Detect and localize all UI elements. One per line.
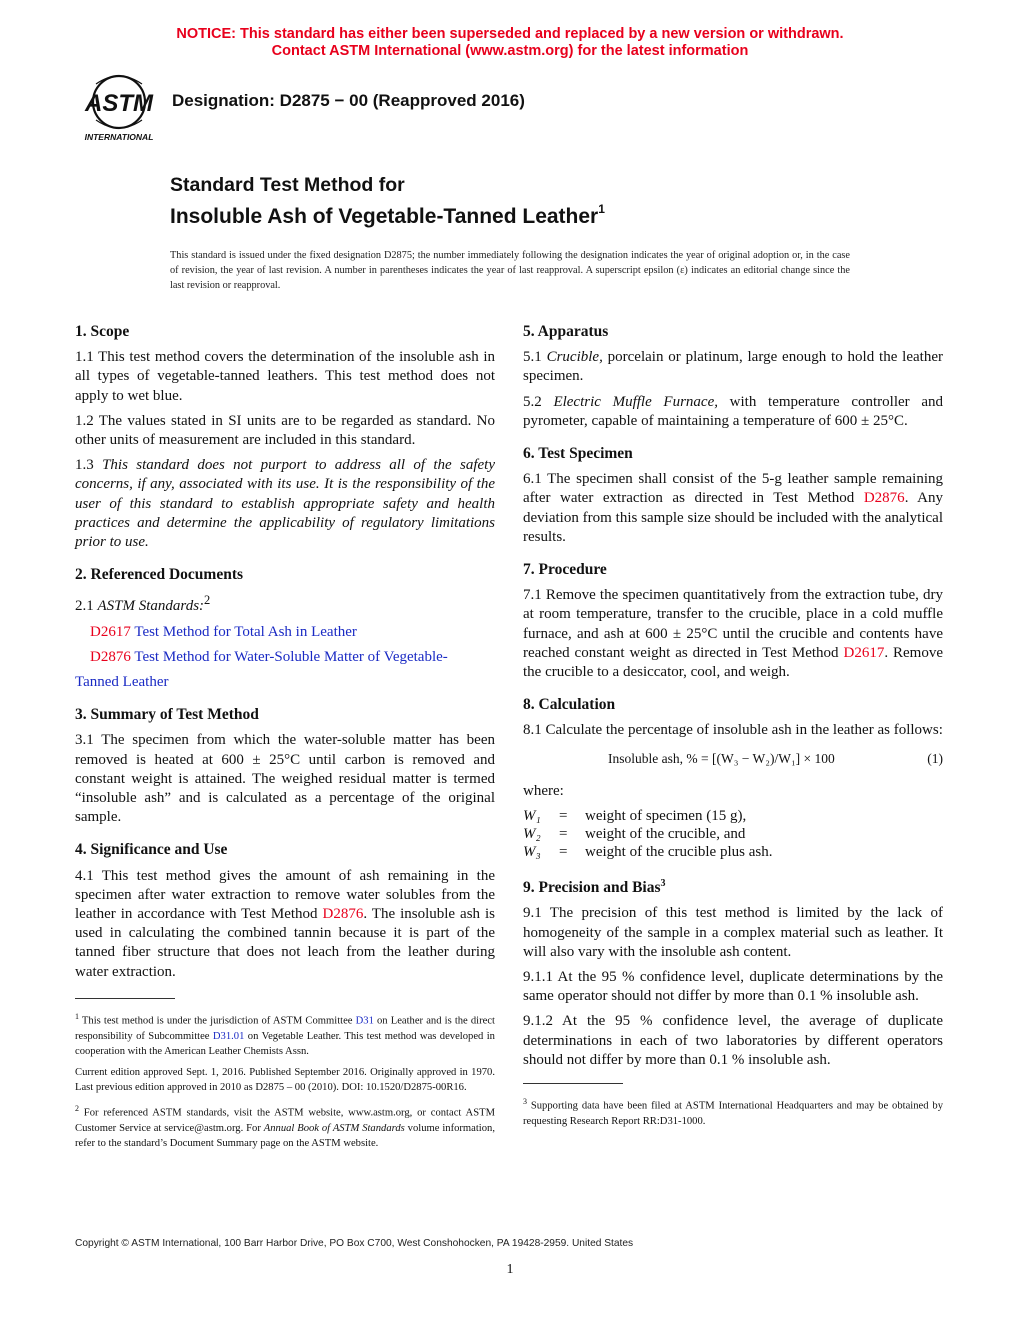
variable-row [523, 843, 943, 861]
copyright-line: Copyright © ASTM International, 100 Barr Harbor Drive, PO Box C700, West Conshohocken, PA 19428-2959. United States [75, 1238, 634, 1249]
designation: Designation: D2875 − 00 (Reapproved 2016) [172, 91, 525, 110]
footnote-text: on Vegetable Leather. This test method was developed in cooperation with the American Leather Chemists Assn. [75, 1030, 495, 1057]
section-test-specimen [523, 444, 943, 547]
variable-desc: weight of specimen (15 g), [585, 808, 747, 825]
title-footnote-mark: 1 [598, 202, 605, 216]
reference-link-d2876[interactable]: D2876 [863, 490, 905, 507]
right-column [523, 322, 943, 1135]
astm-logo [74, 72, 164, 144]
paragraph-text: . The insoluble ash is used in calculating the combined tannin because it is part of the tanned fiber structure that does not leach from the leather during water extraction. [75, 906, 495, 980]
paragraph-text: 7.1 Remove the specimen quantitatively from the extraction tube, dry at room temperature, transfer to the crucible, place in a cold muffle furnace, and ash at 600 ± 25°C until the crucible and contents have reached constant weight as directed in Test Method [523, 587, 943, 661]
reference-link-d2876[interactable]: D2876 [322, 906, 364, 923]
issuance-statement: This standard is issued under the fixed designation D2875; the number immediately following the designation indicates the year of original adoption or, in the case of revision, the year of last revision. A number in parentheses indicates the year of last reapproval. A superscript epsilon (ε) indicates an editorial change since the last revision or reapproval. [170, 250, 850, 291]
title-line-2 [170, 197, 605, 231]
footnote-mark: 2 [204, 593, 211, 608]
variable-eq: = [559, 808, 568, 825]
paragraph-8-1: 8.1 Calculate the percentage of insoluble ash in the leather as follows: [523, 722, 943, 739]
paragraph-text: porcelain or platinum, large enough to hold the leather specimen. [523, 349, 943, 385]
section-heading: 4. Significance and Use [75, 841, 228, 859]
section-scope [75, 322, 495, 552]
footnote-mark: 2 [75, 1104, 79, 1114]
left-column [75, 322, 495, 1158]
equation-1 [523, 749, 943, 768]
paragraph-number: 1.3 [75, 457, 103, 474]
section-heading: 3. Summary of Test Method [75, 706, 259, 724]
variable-desc: weight of the crucible plus ash. [585, 844, 773, 861]
variable-sym: W₂ [523, 826, 541, 843]
supersession-notice [0, 26, 1020, 60]
variable-eq: = [559, 844, 568, 861]
footnote-1 [75, 1009, 495, 1059]
section-heading: 5. Apparatus [523, 323, 609, 340]
footnote-edition: Current edition approved Sept. 1, 2016. Published September 2016. Originally approved in 1970. Last previous edition approved in 2010 as D2875 – 00 (2010). DOI: 10.1520/D2875-00R16. [75, 1067, 495, 1094]
paragraph-9-1: 9.1 The precision of this test method is limited by the lack of homogeneity of the sample in a complex material such as leather. It will also vary with the insoluble ash content. [523, 905, 943, 960]
section-significance [75, 840, 495, 981]
notice-line-1: NOTICE: This standard has either been superseded and replaced by a new version or withdrawn. [176, 26, 844, 42]
paragraph-6-1 [523, 470, 943, 547]
section-precision [523, 874, 943, 1070]
reference-code[interactable]: D2876 [90, 648, 131, 665]
notice-line-2: Contact ASTM International (www.astm.org) for the latest information [271, 43, 749, 59]
astm-standards-intro [75, 591, 495, 616]
section-heading: 6. Test Specimen [523, 445, 633, 463]
footnote-italic: Annual Book of ASTM Standards [263, 1123, 405, 1135]
paragraph-text: with temperature controller and pyrometer, capable of maintaining a temperature of 600 ± 25°C. [523, 393, 943, 429]
title-text: Insoluble Ash of Vegetable-Tanned Leather [170, 205, 599, 228]
reference-link-d2617[interactable]: D2617 [843, 644, 885, 661]
footnote-text: For referenced ASTM standards, visit the ASTM website, www.astm.org, or contact ASTM Customer Service at service@astm.org. For [75, 1107, 495, 1135]
section-apparatus [523, 322, 943, 431]
section-heading: 2. Referenced Documents [75, 566, 244, 584]
footnote-mark: 3 [523, 1097, 527, 1107]
variable-definitions [523, 807, 943, 861]
term-furnace: Electric Muffle Furnace, [553, 393, 718, 410]
page-number: 1 [506, 1262, 514, 1277]
section-procedure [523, 560, 943, 682]
footnote-text: This test method is under the jurisdiction of ASTM Committee [79, 1015, 356, 1027]
footnotes-left [75, 1009, 495, 1152]
footnote-separator [523, 1083, 623, 1084]
safety-caveat: This standard does not purport to address all of the safety concerns, if any, associated with its use. It is the responsibility of the user of this standard to establish appropriate safety and health practices and determine the applicability of regulatory limitations prior to use. [75, 457, 496, 551]
section-referenced-documents [75, 565, 495, 692]
paragraph-5-1 [523, 348, 943, 386]
where-label: where: [523, 782, 564, 799]
reference-d2876[interactable] [90, 648, 495, 667]
section-heading: 1. Scope [75, 323, 130, 340]
variable-desc: weight of the crucible, and [585, 826, 746, 843]
reference-d2617[interactable] [90, 623, 495, 642]
paragraph-3-1: 3.1 The specimen from which the water-soluble matter has been removed is heated at 600 ± 25°C until carbon is removed and constant weight is attained. The weighed residual matter is termed “insoluble ash” and is calculated as a percentage of the original sample. [75, 732, 495, 826]
footnote-text: Supporting data have been filed at ASTM International Headquarters and may be obtained by requesting Research Report RR:D31-1000. [523, 1100, 943, 1127]
paragraph-9-1-2: 9.1.2 At the 95 % confidence level, the average of duplicate determinations in each of two laboratories by different operators should not differ by more than 0.1 % insoluble ash. [523, 1013, 943, 1068]
term-crucible: Crucible, [546, 349, 603, 366]
reference-title-continued[interactable]: Tanned Leather [75, 674, 169, 691]
paragraph-7-1 [523, 586, 943, 682]
footnote-separator [75, 998, 175, 999]
committee-link[interactable]: D31 [355, 1015, 374, 1027]
equation-expression: Insoluble ash, % = [(W₃ − W₂)/W₁] × 100 [608, 750, 835, 766]
footnote-mark: 3 [660, 878, 666, 890]
paragraph-text: 6.1 The specimen shall consist of the 5-g leather sample remaining after water extraction as directed in Test Method [523, 471, 943, 507]
paragraph-number: 2.1 [75, 598, 98, 615]
paragraph-text: . Any deviation from this sample size should be included with the analytical results. [523, 490, 943, 545]
reference-code[interactable]: D2617 [90, 623, 131, 640]
section-heading: 7. Procedure [523, 561, 607, 579]
section-heading [523, 874, 943, 897]
footnote-2 [75, 1101, 495, 1151]
paragraph-text: . Remove the crucible to a desiccator, cool, and weigh. [523, 644, 943, 681]
equation-number: (1) [927, 750, 943, 766]
section-heading: 8. Calculation [523, 696, 616, 714]
footnote-3 [523, 1094, 943, 1129]
document-title [170, 173, 605, 231]
title-line-1: Standard Test Method for [170, 174, 405, 196]
astm-standards-label: ASTM Standards: [97, 598, 205, 615]
footnote-text: on Leather and is the direct responsibility of Subcommittee [75, 1015, 495, 1042]
variable-sym: W₃ [523, 844, 541, 861]
footnote-mark: 1 [75, 1011, 79, 1021]
section-calculation [523, 695, 943, 861]
logo-subtext: INTERNATIONAL [84, 132, 154, 142]
section-summary [75, 705, 495, 827]
paragraph-text: 4.1 This test method gives the amount of ash remaining in the specimen after water extraction to remove water solubles from the leather in accordance with Test Method [75, 867, 495, 923]
astm-logo-icon [74, 72, 164, 144]
footnote-text: volume information, refer to the standard’s Document Summary page on the ASTM website. [75, 1123, 495, 1150]
heading-text: 9. Precision and Bias [523, 879, 661, 897]
variable-row [523, 807, 943, 825]
paragraph-5-2 [523, 393, 943, 431]
paragraph-1-2: 1.2 The values stated in SI units are to be regarded as standard. No other units of measurement are included in this standard. [75, 412, 495, 449]
variable-row [523, 825, 943, 843]
variable-sym: W₁ [523, 808, 541, 825]
paragraph-number: 5.1 [523, 349, 547, 366]
reference-title[interactable]: Test Method for Total Ash in Leather [130, 623, 357, 640]
variable-eq: = [559, 826, 568, 843]
paragraph-4-1 [75, 867, 495, 982]
paragraph-1-1: 1.1 This test method covers the determination of the insoluble ash in all types of vegetable-tanned leathers. This test method does not apply to wet blue. [75, 349, 495, 404]
logo-wordmark: ASTM [85, 90, 153, 117]
reference-title[interactable]: Test Method for Water-Soluble Matter of Vegetable- [130, 648, 448, 665]
subcommittee-link[interactable]: D31.01 [212, 1030, 245, 1042]
paragraph-1-3 [75, 456, 495, 552]
paragraph-9-1-1: 9.1.1 At the 95 % confidence level, duplicate determinations by the same operator should not differ by more than 0.1 % insoluble ash. [523, 969, 943, 1005]
paragraph-number: 5.2 [523, 393, 554, 410]
